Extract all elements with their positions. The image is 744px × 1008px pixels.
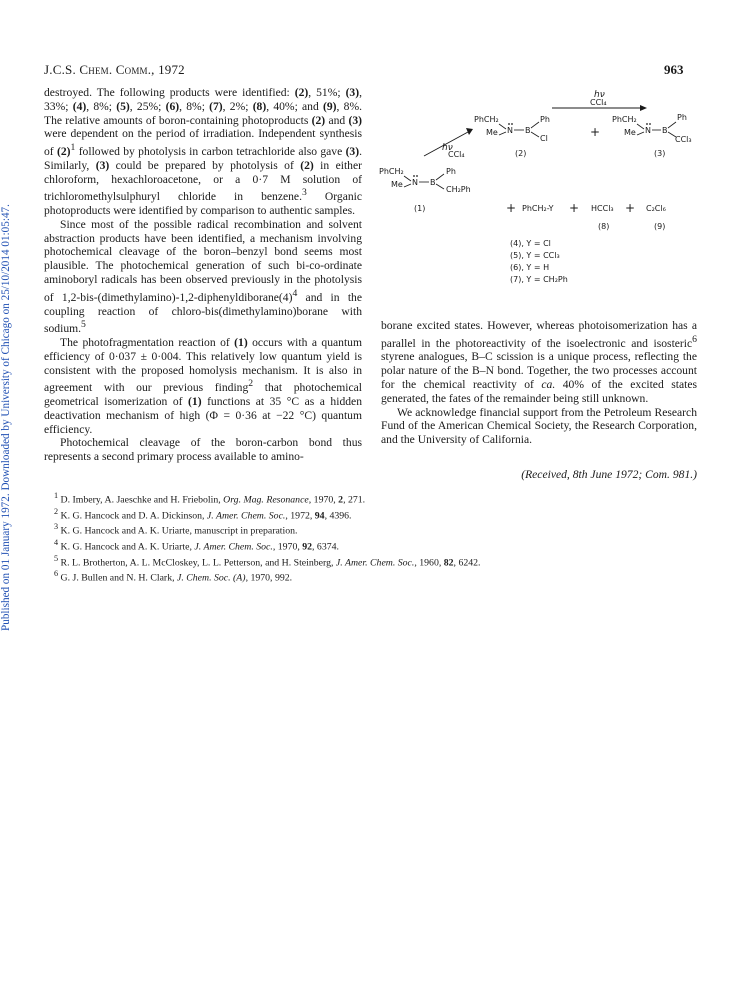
references-list — [54, 490, 694, 584]
journal-prefix: J.C.S. — [44, 62, 76, 77]
reference-item: $^4$ K. G. Hancock and A. K. Uriarte, J. Amer. Chem. Soc., 1970, 92, 6374. — [54, 538, 339, 553]
svg-text:+: + — [625, 201, 636, 215]
left-column — [44, 86, 362, 464]
svg-text:N: N — [412, 178, 418, 187]
svg-text:+: + — [569, 201, 580, 215]
svg-text:+: + — [590, 125, 601, 139]
arrowhead-1-to-2 — [466, 128, 473, 135]
reaction-scheme — [362, 84, 702, 320]
reference-item: $^2$ K. G. Hancock and D. A. Dickinson, J. Amer. Chem. Soc., 1972, 94, 4396. — [54, 506, 352, 521]
reference-item: $^6$ G. J. Bullen and N. H. Clark, J. Chem. Soc. (A), 1970, 992. — [54, 569, 293, 584]
paragraph-quantum: The photofragmentation reaction of (1) occurs with a quantum efficiency of 0·037 ± 0·004. This relatively low quantum yield is consistent with the proposed homolysis mechanism. It is also in agreement with our previous finding$^2$ that photochemical geometrical isomerization of (1) functions at 35 °C as a hidden deactivation mechanism of high (Φ = 0·36 at −22 °C) quantum efficiency. — [44, 335, 362, 436]
svg-text:B: B — [525, 126, 531, 135]
svg-text:+: + — [506, 201, 517, 215]
reference-item: $^3$ K. G. Hancock and A. K. Uriarte, manuscript in preparation. — [54, 522, 298, 537]
y-def-4: (4), Y = Cl — [510, 239, 551, 248]
journal-year: , 1972 — [151, 62, 185, 77]
ccl4-mid-label: CCl₄ — [448, 150, 465, 159]
ccl4-top-label: CCl₄ — [590, 98, 607, 107]
paragraph-acknowledgement: We acknowledge financial support from the Petroleum Research Fund of the American Chemical Society, the Research Corporation, and the University of California. — [381, 405, 697, 447]
compound-3 — [612, 113, 692, 158]
paragraph-products: destroyed. The following products were identified: (2), 51%; (3), 33%; (4), 8%; (5), 25%; (6), 8%; (7), 2%; (8), 40%; and (9), 8%. The relative amounts of boron-containing photoproducts (2) and (3) were dependent on the period of irradiation. Independent synthesis of $(2)^1$ followed by photolysis in carbon tetrachloride also gave (3). Similarly, (3) could be prepared by photolysis of (2) in either chloroform, hexachloroacetone, or a 0·7 M solution of trichloromethylsulphuryl chloride in benzene.$^3$ Organic photoproducts were identified by comparison to authentic samples. — [44, 86, 363, 218]
svg-text:CH₂Ph: CH₂Ph — [446, 185, 471, 194]
svg-text:PhCH₂: PhCH₂ — [379, 167, 404, 176]
y-def-5: (5), Y = CCl₃ — [510, 251, 560, 260]
compound-3-label: (3) — [654, 149, 666, 158]
product-phch2y: PhCH₂-Y — [522, 204, 554, 213]
product-c2cl6: C₂Cl₆ — [646, 204, 666, 213]
svg-text:Ph: Ph — [540, 115, 550, 124]
journal-name: Chem. Comm. — [79, 62, 152, 77]
svg-text:Me: Me — [486, 128, 498, 137]
svg-text:N: N — [507, 126, 513, 135]
svg-text:B: B — [662, 126, 668, 135]
svg-text:Ph: Ph — [677, 113, 687, 122]
page-number: 963 — [664, 62, 684, 77]
compound-8-label: (8) — [598, 222, 610, 231]
hv-top-label: hν — [594, 90, 605, 100]
paragraph-cleavage: Photochemical cleavage of the boron-carbon bond thus represents a second primary process available to amino- — [44, 436, 362, 464]
product-hccl3: HCCl₃ — [591, 204, 614, 213]
received-date: (Received, 8th June 1972; Com. 981.) — [521, 468, 697, 481]
compound-2-label: (2) — [515, 149, 527, 158]
compound-1 — [379, 167, 471, 213]
svg-text:Ph: Ph — [446, 167, 456, 176]
paragraph-mechanism: Since most of the possible radical recombination and solvent abstraction products have been identified, a mechanism involving photochemical cleavage of the boron–benzyl bond seems most plausible. The photochemical generation of such bi-co-ordinate aminoboryl radicals has been observed previously in the photolysis of $1,2-bis-(dimethylamino)-1,2-diphenyldiborane(4)^4$ and in the coupling reaction of chloro-bis(dimethylamino)borane with sodium.$^5$ — [44, 217, 362, 336]
compound-1-label: (1) — [414, 204, 426, 213]
svg-text:PhCH₂: PhCH₂ — [612, 115, 637, 124]
svg-text:Me: Me — [391, 180, 403, 189]
y-def-7: (7), Y = CH₂Ph — [510, 275, 568, 284]
y-def-6: (6), Y = H — [510, 263, 550, 272]
compound-2 — [474, 115, 550, 158]
svg-text:B: B — [430, 178, 436, 187]
arrowhead-2-to-3 — [640, 105, 647, 111]
hv-mid-label: hν — [442, 143, 453, 153]
svg-text:N: N — [645, 126, 651, 135]
publication-sidebar: Published on 01 January 1972. Downloaded by University of Chicago on 25/10/2014 01:05:47. — [0, 204, 12, 632]
reference-item: $^1$ D. Imbery, A. Jaeschke and H. Friebolin, Org. Mag. Resonance, 1970, 2, 271. — [54, 491, 366, 506]
svg-text:Me: Me — [624, 128, 636, 137]
svg-text:Cl: Cl — [540, 134, 548, 143]
svg-text:PhCH₂: PhCH₂ — [474, 115, 499, 124]
running-header — [44, 62, 185, 78]
compound-9-label: (9) — [654, 222, 666, 231]
svg-text:CCl₃: CCl₃ — [675, 135, 692, 144]
reference-item: $^5$ R. L. Brotherton, A. L. McCloskey, L. L. Petterson, and H. Steinberg, J. Amer. Chem. Soc., 1960, 82, 6242. — [54, 553, 481, 568]
right-column — [381, 319, 697, 447]
paragraph-photoisomerization: borane excited states. However, whereas photoisomerization has a parallel in the photoreactivity of the isoelectronic and isosteric$^6$ styrene analogues, B–C scission is a unique process, reflecting the polar nature of the B–N bond. Together, the two processes account for the chemical reactivity of ca. 40% of the excited states generated, the fates of the remainder being still unknown. — [381, 319, 697, 405]
